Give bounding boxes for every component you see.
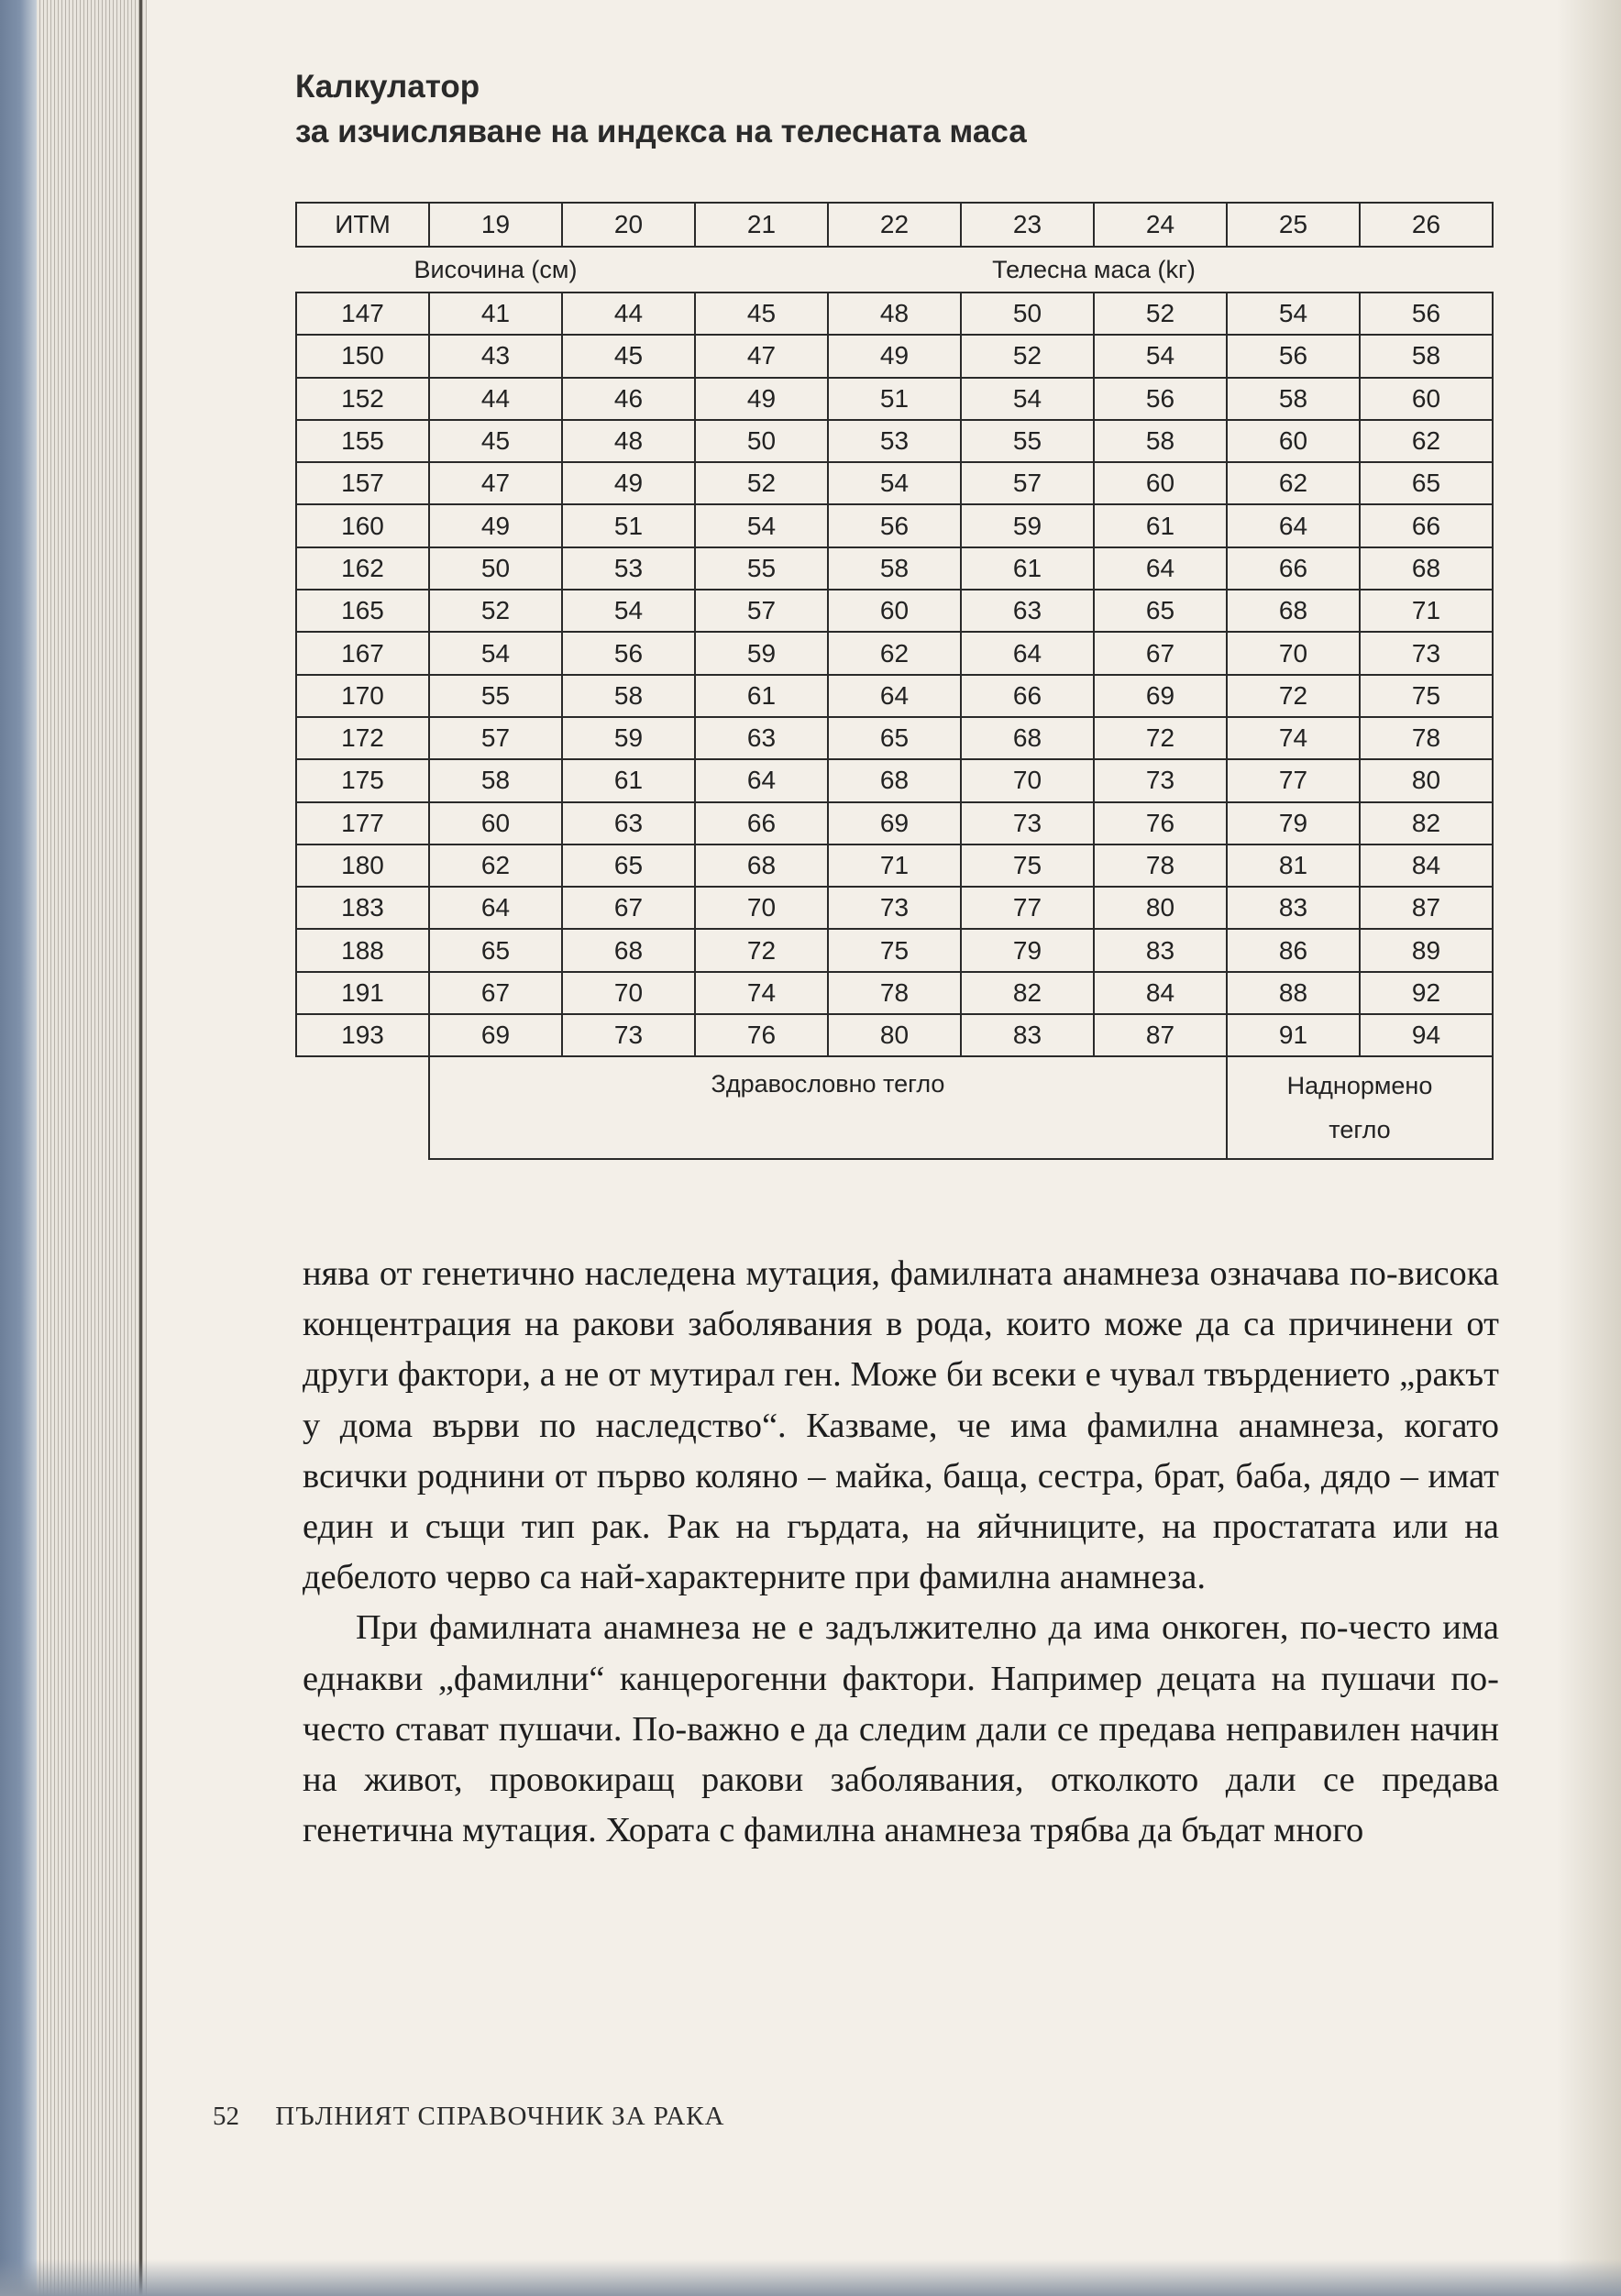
- mass-cell: 58: [429, 759, 562, 801]
- table-row: [296, 632, 1493, 674]
- mass-cell: 65: [828, 717, 961, 759]
- mass-cell: 73: [1360, 632, 1493, 674]
- mass-cell: 78: [1360, 717, 1493, 759]
- mass-cell: 64: [1227, 504, 1360, 546]
- mass-cell: 70: [562, 972, 695, 1014]
- mass-cell: 79: [961, 929, 1094, 971]
- table-row: [296, 547, 1493, 590]
- overweight-label: [1227, 1056, 1493, 1159]
- height-column-label: Височина (см): [414, 255, 578, 283]
- mass-cell: 82: [1360, 802, 1493, 844]
- table-row: [296, 717, 1493, 759]
- mass-cell: 51: [562, 504, 695, 546]
- bmi-header-cell: 23: [961, 203, 1094, 247]
- height-cell: 170: [296, 675, 429, 717]
- mass-column-label: Телесна маса (kг): [992, 255, 1196, 283]
- page-footer: [213, 2102, 724, 2132]
- mass-cell: 65: [562, 844, 695, 887]
- mass-cell: 77: [961, 887, 1094, 929]
- mass-cell: 79: [1227, 802, 1360, 844]
- table-row: [296, 590, 1493, 632]
- mass-cell: 60: [828, 590, 961, 632]
- bmi-header-cell: 24: [1094, 203, 1227, 247]
- mass-cell: 52: [429, 590, 562, 632]
- mass-cell: 73: [961, 802, 1094, 844]
- mass-cell: 60: [1227, 420, 1360, 462]
- mass-cell: 54: [828, 462, 961, 504]
- mass-cell: 63: [562, 802, 695, 844]
- mass-cell: 91: [1227, 1014, 1360, 1056]
- mass-cell: 81: [1227, 844, 1360, 887]
- mass-cell: 58: [1360, 335, 1493, 377]
- mass-cell: 76: [1094, 802, 1227, 844]
- mass-cell: 62: [1227, 462, 1360, 504]
- mass-cell: 64: [961, 632, 1094, 674]
- mass-cell: 41: [429, 293, 562, 335]
- height-cell: 147: [296, 293, 429, 335]
- table-row: [296, 844, 1493, 887]
- bmi-header-cell: 21: [695, 203, 828, 247]
- height-cell: 165: [296, 590, 429, 632]
- mass-cell: 50: [695, 420, 828, 462]
- mass-cell: 43: [429, 335, 562, 377]
- bmi-header-cell: 25: [1227, 203, 1360, 247]
- mass-cell: 71: [828, 844, 961, 887]
- right-shadow: [1557, 0, 1621, 2296]
- mass-cell: 64: [1094, 547, 1227, 590]
- mass-cell: 60: [1094, 462, 1227, 504]
- table-row: [296, 1014, 1493, 1056]
- mass-cell: 62: [828, 632, 961, 674]
- table-row: [296, 675, 1493, 717]
- mass-cell: 52: [961, 335, 1094, 377]
- mass-cell: 53: [562, 547, 695, 590]
- mass-cell: 64: [429, 887, 562, 929]
- mass-cell: 87: [1094, 1014, 1227, 1056]
- mass-cell: 69: [429, 1014, 562, 1056]
- mass-cell: 70: [695, 887, 828, 929]
- height-cell: 155: [296, 420, 429, 462]
- bottom-shadow: [0, 2259, 1621, 2296]
- mass-cell: 60: [429, 802, 562, 844]
- table-row: [296, 887, 1493, 929]
- height-cell: 167: [296, 632, 429, 674]
- mass-cell: 53: [828, 420, 961, 462]
- mass-cell: 62: [429, 844, 562, 887]
- mass-cell: 73: [1094, 759, 1227, 801]
- mass-cell: 55: [695, 547, 828, 590]
- bmi-header-cell: 20: [562, 203, 695, 247]
- mass-cell: 45: [429, 420, 562, 462]
- mass-cell: 49: [828, 335, 961, 377]
- calculator-title: [295, 64, 1304, 154]
- mass-cell: 48: [562, 420, 695, 462]
- mass-cell: 71: [1360, 590, 1493, 632]
- mass-cell: 86: [1227, 929, 1360, 971]
- mass-cell: 49: [695, 378, 828, 420]
- mass-cell: 49: [429, 504, 562, 546]
- mass-cell: 56: [828, 504, 961, 546]
- mass-cell: 92: [1360, 972, 1493, 1014]
- mass-cell: 59: [961, 504, 1094, 546]
- mass-cell: 84: [1094, 972, 1227, 1014]
- mass-cell: 55: [961, 420, 1094, 462]
- mass-cell: 63: [695, 717, 828, 759]
- mass-cell: 68: [961, 717, 1094, 759]
- mass-cell: 51: [828, 378, 961, 420]
- height-cell: 162: [296, 547, 429, 590]
- mass-cell: 44: [429, 378, 562, 420]
- mass-cell: 89: [1360, 929, 1493, 971]
- height-cell: 188: [296, 929, 429, 971]
- mass-cell: 54: [429, 632, 562, 674]
- mass-cell: 82: [961, 972, 1094, 1014]
- height-cell: 175: [296, 759, 429, 801]
- mass-cell: 84: [1360, 844, 1493, 887]
- mass-cell: 45: [562, 335, 695, 377]
- mass-cell: 66: [961, 675, 1094, 717]
- table-row: [296, 504, 1493, 546]
- mass-cell: 54: [562, 590, 695, 632]
- mass-cell: 72: [1094, 717, 1227, 759]
- mass-cell: 68: [1227, 590, 1360, 632]
- mass-cell: 68: [695, 844, 828, 887]
- overweight-label-line-1: Наднормено: [1286, 1072, 1433, 1100]
- table-row: [296, 420, 1493, 462]
- mass-cell: 87: [1360, 887, 1493, 929]
- bmi-data-rows: [296, 293, 1493, 1056]
- mass-cell: 65: [1360, 462, 1493, 504]
- mass-cell: 75: [1360, 675, 1493, 717]
- height-cell: 152: [296, 378, 429, 420]
- mass-cell: 75: [828, 929, 961, 971]
- mass-cell: 66: [1360, 504, 1493, 546]
- mass-cell: 68: [828, 759, 961, 801]
- table-row: [296, 802, 1493, 844]
- mass-cell: 65: [429, 929, 562, 971]
- mass-cell: 54: [961, 378, 1094, 420]
- mass-cell: 54: [695, 504, 828, 546]
- running-title: ПЪЛНИЯТ СПРАВОЧНИК ЗА РАКА: [275, 2102, 725, 2131]
- mass-cell: 67: [1094, 632, 1227, 674]
- height-cell: 193: [296, 1014, 429, 1056]
- height-cell: 160: [296, 504, 429, 546]
- mass-cell: 46: [562, 378, 695, 420]
- mass-cell: 61: [961, 547, 1094, 590]
- mass-cell: 78: [828, 972, 961, 1014]
- mass-cell: 61: [562, 759, 695, 801]
- book-page-edges: [37, 0, 147, 2296]
- mass-cell: 57: [695, 590, 828, 632]
- mass-cell: 58: [1094, 420, 1227, 462]
- mass-cell: 47: [695, 335, 828, 377]
- height-cell: 191: [296, 972, 429, 1014]
- height-cell: 172: [296, 717, 429, 759]
- mass-cell: 44: [562, 293, 695, 335]
- mass-cell: 57: [961, 462, 1094, 504]
- overweight-label-line-2: тегло: [1329, 1116, 1391, 1144]
- mass-cell: 67: [562, 887, 695, 929]
- mass-cell: 77: [1227, 759, 1360, 801]
- mass-cell: 70: [961, 759, 1094, 801]
- mass-cell: 69: [1094, 675, 1227, 717]
- body-text: [303, 1249, 1499, 1856]
- mass-cell: 69: [828, 802, 961, 844]
- mass-cell: 66: [1227, 547, 1360, 590]
- mass-cell: 67: [429, 972, 562, 1014]
- mass-cell: 80: [1360, 759, 1493, 801]
- weight-category-row: [296, 1056, 1493, 1159]
- table-row: [296, 293, 1493, 335]
- mass-cell: 94: [1360, 1014, 1493, 1056]
- mass-cell: 57: [429, 717, 562, 759]
- mass-cell: 68: [562, 929, 695, 971]
- title-line-2: за изчисляване на индекса на телесната маса: [295, 114, 1027, 149]
- mass-cell: 58: [828, 547, 961, 590]
- mass-cell: 83: [1227, 887, 1360, 929]
- mass-cell: 61: [1094, 504, 1227, 546]
- mass-cell: 52: [695, 462, 828, 504]
- height-cell: 177: [296, 802, 429, 844]
- mass-cell: 50: [961, 293, 1094, 335]
- bmi-header-cell: 19: [429, 203, 562, 247]
- table-row: [296, 929, 1493, 971]
- mass-cell: 72: [695, 929, 828, 971]
- mass-cell: 63: [961, 590, 1094, 632]
- mass-cell: 80: [828, 1014, 961, 1056]
- mass-cell: 49: [562, 462, 695, 504]
- table-row: [296, 378, 1493, 420]
- mass-cell: 83: [961, 1014, 1094, 1056]
- mass-cell: 66: [695, 802, 828, 844]
- mass-cell: 54: [1227, 293, 1360, 335]
- mass-cell: 55: [429, 675, 562, 717]
- mass-cell: 58: [562, 675, 695, 717]
- bmi-table: [295, 202, 1494, 1160]
- mass-cell: 72: [1227, 675, 1360, 717]
- paragraph-1: нява от генетично наследена мутация, фамилната анамнеза означава по-висока концентрация на ракови заболявания в рода, които може да са причинени от други фактори, а не от мутирал ген. Може би всеки е чувал твърдението „ракът у дома върви по наследство“. Казваме, че има фамилна анамнеза, когато всички роднини от първо коляно – майка, баща, сестра, брат, баба, дядо – имат един и същи тип рак. Рак на гърдата, на яйчниците, на простатата или на дебелото черво са най-характерните при фамилна анамнеза.: [303, 1254, 1499, 1597]
- bmi-header-row: [296, 203, 1493, 247]
- mass-cell: 48: [828, 293, 961, 335]
- empty-cell: [296, 1056, 429, 1159]
- mass-cell: 58: [1227, 378, 1360, 420]
- table-row: [296, 972, 1493, 1014]
- mass-cell: 54: [1094, 335, 1227, 377]
- page-border-line: [139, 0, 142, 2296]
- mass-cell: 78: [1094, 844, 1227, 887]
- mass-cell: 50: [429, 547, 562, 590]
- mass-cell: 52: [1094, 293, 1227, 335]
- bmi-header-label: ИТМ: [296, 203, 429, 247]
- mass-cell: 83: [1094, 929, 1227, 971]
- mass-cell: 74: [1227, 717, 1360, 759]
- height-cell: 180: [296, 844, 429, 887]
- mass-cell: 56: [1360, 293, 1493, 335]
- mass-cell: 73: [828, 887, 961, 929]
- mass-cell: 74: [695, 972, 828, 1014]
- mass-cell: 56: [1094, 378, 1227, 420]
- table-row: [296, 462, 1493, 504]
- table-row: [296, 759, 1493, 801]
- table-subheader-row: [296, 247, 1493, 293]
- mass-cell: 65: [1094, 590, 1227, 632]
- title-line-1: Калкулатор: [295, 69, 480, 105]
- mass-cell: 64: [828, 675, 961, 717]
- paragraph-2: При фамилната анамнеза не е задължително да има онкоген, по-често има еднакви „фамилни“ канцерогенни фактори. Например децата на пушачи по-често стават пушачи. По-важно е да следим дали се предава неправилен начин на живот, провокиращ ракови заболявания, отколкото дали се предава генетична мутация. Хората с фамилна анамнеза трябва да бъдат много: [303, 1608, 1499, 1850]
- mass-cell: 64: [695, 759, 828, 801]
- book-left-edge: [0, 0, 37, 2296]
- mass-cell: 62: [1360, 420, 1493, 462]
- mass-cell: 76: [695, 1014, 828, 1056]
- mass-cell: 59: [562, 717, 695, 759]
- mass-cell: 56: [562, 632, 695, 674]
- mass-cell: 88: [1227, 972, 1360, 1014]
- bmi-header-cell: 22: [828, 203, 961, 247]
- table-row: [296, 335, 1493, 377]
- mass-cell: 56: [1227, 335, 1360, 377]
- mass-cell: 60: [1360, 378, 1493, 420]
- mass-cell: 61: [695, 675, 828, 717]
- height-cell: 183: [296, 887, 429, 929]
- mass-cell: 73: [562, 1014, 695, 1056]
- page-number: 52: [213, 2102, 239, 2131]
- height-cell: 150: [296, 335, 429, 377]
- height-cell: 157: [296, 462, 429, 504]
- mass-cell: 59: [695, 632, 828, 674]
- healthy-weight-label: Здравословно тегло: [429, 1056, 1227, 1159]
- mass-cell: 47: [429, 462, 562, 504]
- mass-cell: 70: [1227, 632, 1360, 674]
- bmi-header-cell: 26: [1360, 203, 1493, 247]
- mass-cell: 68: [1360, 547, 1493, 590]
- mass-cell: 75: [961, 844, 1094, 887]
- mass-cell: 80: [1094, 887, 1227, 929]
- mass-cell: 45: [695, 293, 828, 335]
